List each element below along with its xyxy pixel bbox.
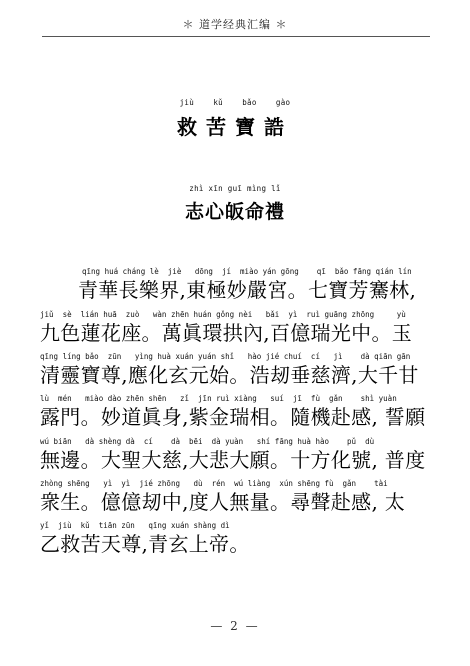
title-block (0, 98, 470, 140)
text-line (40, 520, 432, 557)
chinese-line: 清靈寶尊,應化玄元始。浩刼垂慈濟,大千甘 (40, 363, 419, 387)
page-number: — 2 — (210, 619, 260, 633)
text-line (40, 309, 432, 346)
chinese-line: 無邊。大聖大慈,大悲大願。十方化號, 普度 (40, 448, 426, 472)
text-line (40, 266, 432, 303)
chinese-line: 青華長樂界,東極妙嚴宮。七寶芳騫林, (78, 278, 417, 302)
chinese-line: 露門。妙道眞身,紫金瑞相。隨機赴感, 誓願 (40, 405, 426, 429)
running-header: ＊ 道学经典汇编 ＊ (182, 18, 288, 31)
chinese-line: 九色蓮花座。萬眞環拱內,百億瑞光中。玉 (40, 321, 413, 345)
chinese-line: 乙救苦天尊,青玄上帝。 (40, 532, 250, 556)
subtitle-text: 志心皈命禮 (184, 201, 285, 223)
text-line (40, 393, 432, 430)
text-line (40, 436, 432, 473)
pinyin-line: wú biān dà shèng dà cí dà bēi dà yuàn shí fāng huà hào pǔ dù (40, 437, 375, 446)
title-text: 救苦寶誥 (177, 115, 293, 139)
text-line (40, 351, 432, 388)
pinyin-line: qīng líng bǎo zūn yìng huà xuán yuán shǐ hào jié chuí cí jì dà qiān gān (40, 352, 411, 361)
chinese-line: 衆生。億億刼中,度人無量。尋聲赴感, 太 (40, 490, 406, 514)
text-line (40, 478, 432, 515)
title-pinyin: jiù kǔ bǎo gào (179, 98, 291, 107)
pinyin-line: lù mén miào dào zhēn shēn zǐ jīn ruì xiàng suí jī fù gǎn shì yuàn (40, 394, 397, 403)
pinyin-line: zhòng shēng yì yì jié zhōng dù rén wú liàng xún shēng fù gǎn tài (40, 479, 388, 488)
pinyin-line: yǐ jiù kǔ tiān zūn qīng xuán shàng dì (40, 521, 230, 530)
subtitle-pinyin: zhì xīn guī mìng lǐ (189, 184, 281, 193)
header-rule (42, 36, 430, 37)
pinyin-line: jiǔ sè lián huā zuò wàn zhēn huán gǒng nèi bǎi yì ruì guāng zhōng yù (40, 310, 406, 319)
pinyin-line: qīng huá cháng lè jiè dōng jí miào yán gōng qī bǎo fāng qián lín (82, 267, 412, 276)
subtitle-block (0, 184, 470, 224)
